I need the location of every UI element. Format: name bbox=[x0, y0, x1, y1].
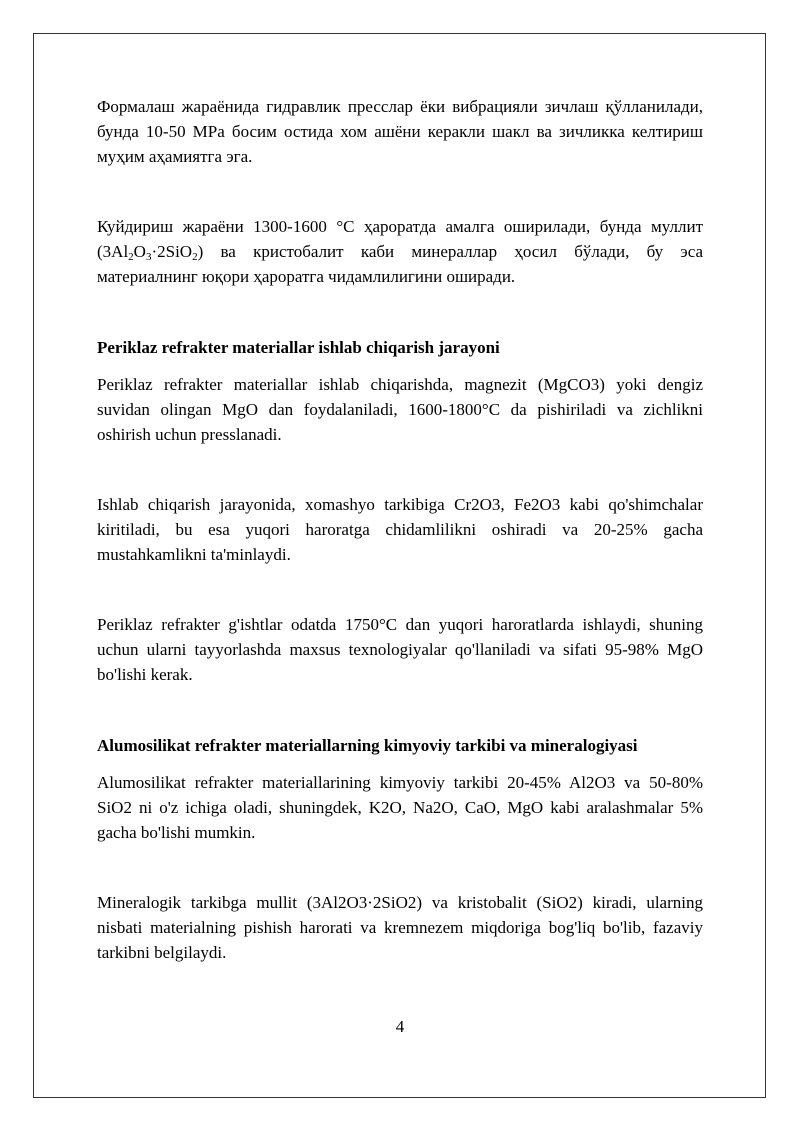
paragraph-mineralogy: Mineralogik tarkibga mullit (3Al2O3·2SiO2) va kristobalit (SiO2) kiradi, ularning nisbati materialning pishish harorati va kremnezem miqdoriga bog'liq bo'lib, fazaviy tarkibni belgilaydi. bbox=[97, 893, 703, 962]
paragraph-periklaz-additives: Ishlab chiqarish jarayonida, xomashyo tarkibiga Cr2O3, Fe2O3 kabi qo'shimchalar kiritiladi, bu esa yuqori haroratga chidamlilikni oshiradi va 20-25% gacha mustahkamlikni ta'minlaydi. bbox=[97, 495, 703, 564]
paragraph-periklaz-raw: Periklaz refrakter materiallar ishlab chiqarishda, magnezit (MgCO3) yoki dengiz suvidan olingan MgO dan foydalaniladi, 1600-1800°C da pishiriladi va zichlikni oshirish uchun presslanadi. bbox=[97, 375, 703, 444]
document-body bbox=[97, 94, 703, 965]
heading-alumosilicate-composition: Alumosilikat refrakter materiallarning kimyoviy tarkibi va mineralogiyasi bbox=[97, 736, 638, 755]
paragraph-alumosilicate-chemistry: Alumosilikat refrakter materiallarining kimyoviy tarkibi 20-45% Al2O3 va 50-80% SiO2 ni o'z ichiga oladi, shuningdek, K2O, Na2O, CaO, MgO kabi aralashmalar 5% gacha bo'lishi mumkin. bbox=[97, 773, 703, 842]
paragraph-periklaz-bricks: Periklaz refrakter g'ishtlar odatda 1750°C dan yuqori haroratlarda ishlaydi, shuning uchun ularni tayyorlashda maxsus texnologiyalar qo'llaniladi va sifati 95-98% MgO bo'lishi kerak. bbox=[97, 615, 703, 684]
page-number: 4 bbox=[395, 1017, 405, 1036]
paragraph-firing: Куйдириш жараёни 1300-1600 °C ҳароратда амалга оширилади, бунда муллит $(3Al_2O_3\cdot 2SiO_2)$ ва кристобалит каби минераллар ҳосил бўлади, бу эса материалнинг юқори ҳароратга чидамлилигини оширади. bbox=[97, 217, 703, 286]
heading-periklaz-production: Periklaz refrakter materiallar ishlab chiqarish jarayoni bbox=[97, 338, 500, 357]
paragraph-forming: Формалаш жараёнида гидравлик пресслар ёки вибрацияли зичлаш қўлланилади, бунда 10-50 MPa босим остида хом ашёни керакли шакл ва зичликка келтириш муҳим аҳамиятга эга. bbox=[97, 97, 703, 166]
